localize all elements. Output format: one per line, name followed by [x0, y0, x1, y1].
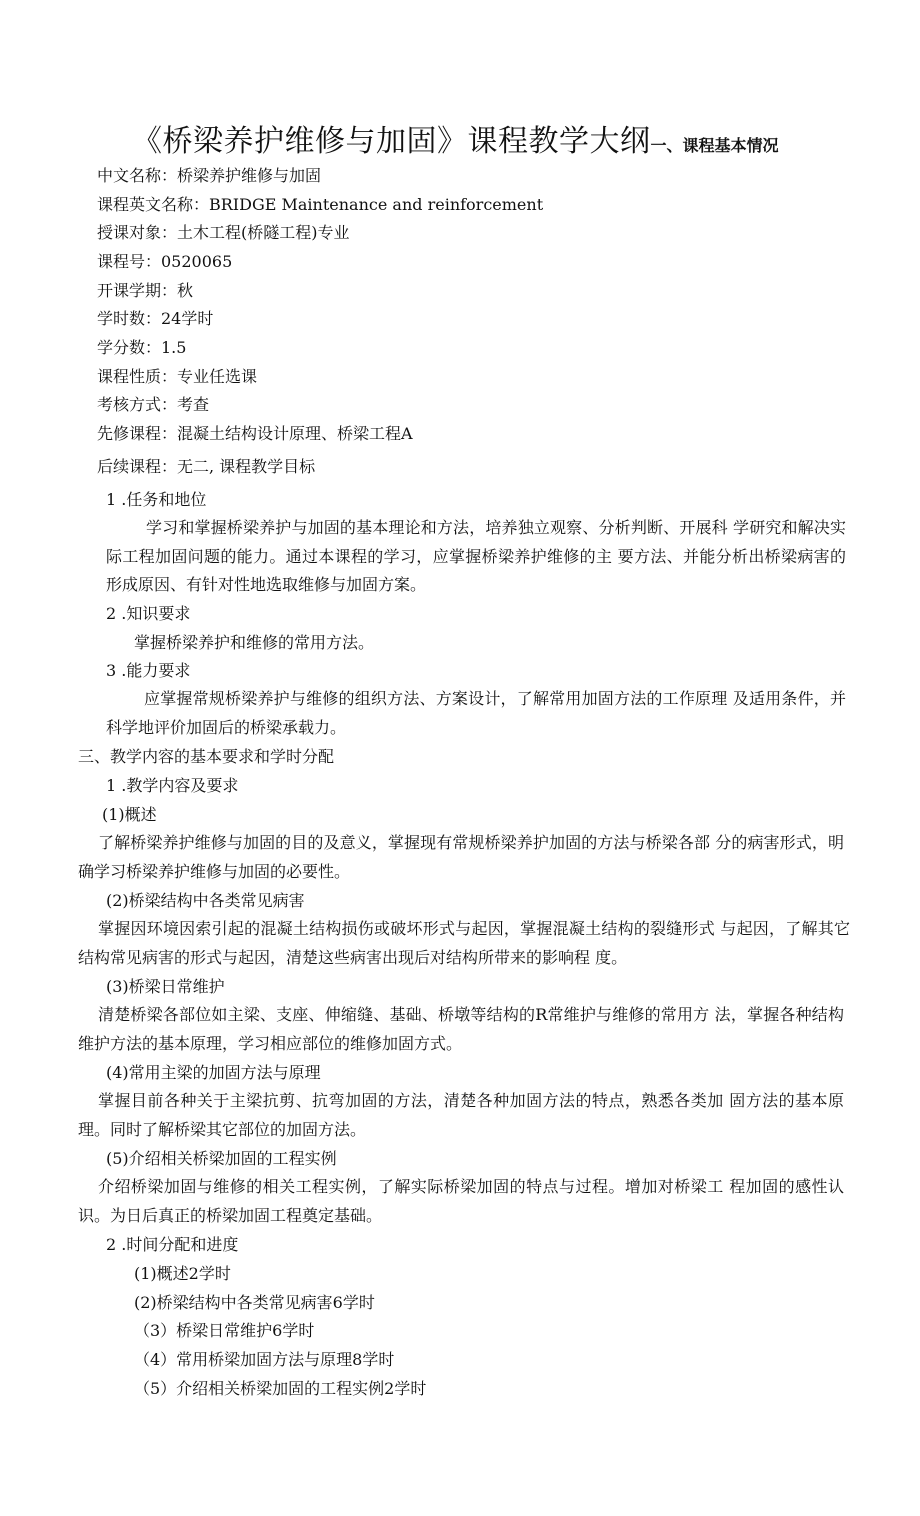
schedule-item-3: （3）桥梁日常维护6学时: [134, 1321, 315, 1340]
info-assessment: 考核方式：考查: [97, 395, 210, 414]
info-course-type: 课程性质：专业任选课: [97, 367, 258, 386]
content-1-heading: (1)概述: [102, 805, 157, 824]
info-prerequisites: 先修课程：混凝土结构设计原理、桥梁工程A: [97, 424, 413, 443]
content-3-heading: (3)桥梁日常维护: [106, 977, 225, 996]
content-1-text: 了解桥梁养护维修与加固的目的及意义，掌握现有常规桥梁养护加固的方法与桥梁各部 分的病害形式，明确学习桥梁养护维修与加固的必要性。: [78, 833, 844, 881]
page-title: [132, 116, 912, 160]
objective-2-heading: 2 .知识要求: [106, 604, 191, 623]
schedule-item-2: (2)桥梁结构中各类常见病害6学时: [134, 1293, 375, 1312]
info-course-number: 课程号：0520065: [97, 252, 233, 271]
objective-2-text: 掌握桥梁养护和维修的常用方法。: [134, 633, 375, 652]
schedule-item-5: （5）介绍相关桥梁加固的工程实例2学时: [134, 1379, 427, 1398]
info-chinese-name: 中文名称：桥梁养护维修与加固: [97, 166, 322, 185]
info-hours: 学时数：24学时: [97, 309, 214, 328]
content-3-text: 清楚桥梁各部位如主梁、支座、伸缩缝、基础、桥墩等结构的R常维护与维修的常用方 法，掌握各种结构维护方法的基本原理，学习相应部位的维修加固方式。: [78, 1005, 844, 1053]
schedule-item-1: (1)概述2学时: [134, 1264, 231, 1283]
content-4-heading: (4)常用主梁的加固方法与原理: [106, 1063, 321, 1082]
schedule-item-4: （4）常用桥梁加固方法与原理8学时: [134, 1350, 395, 1369]
section-3-sub1-heading: 1 .教学内容及要求: [106, 776, 239, 795]
info-audience: 授课对象：土木工程(桥隧工程)专业: [97, 223, 350, 242]
objective-3-heading: 3 .能力要求: [106, 661, 191, 680]
objective-1-heading: 1 .任务和地位: [106, 490, 207, 509]
info-followups: 后续课程：无二, 课程教学目标: [97, 457, 316, 476]
info-english-name: 课程英文名称：BRIDGE Maintenance and reinforcement: [97, 195, 544, 214]
objective-1-text: 学习和掌握桥梁养护与加固的基本理论和方法，培养独立观察、分析判断、开展科 学研究和解决实际工程加固问题的能力。通过本课程的学习，应掌握桥梁养护维修的主 要方法、并能分析出桥梁病害的形成原因、有针对性地选取维修与加固方案。: [106, 518, 846, 594]
objective-3-text: 应掌握常规桥梁养护与维修的组织方法、方案设计，了解常用加固方法的工作原理 及适用条件，并科学地评价加固后的桥梁承载力。: [106, 689, 846, 737]
content-2-heading: (2)桥梁结构中各类常见病害: [106, 891, 305, 910]
content-4-text: 掌握目前各种关于主梁抗剪、抗弯加固的方法，清楚各种加固方法的特点，熟悉各类加 固方法的基本原理。同时了解桥梁其它部位的加固方法。: [78, 1091, 844, 1139]
content-2-text: 掌握因环境因索引起的混凝土结构损伤或破坏形式与起因，掌握混凝土结构的裂缝形式 与起因，了解其它结构常见病害的形式与起因，清楚这些病害出现后对结构所带来的影响程 度。: [78, 919, 850, 967]
section-3-sub2-heading: 2 .时间分配和进度: [106, 1235, 239, 1254]
info-semester: 开课学期：秋: [97, 281, 194, 300]
section-heading-basic-info: 一、课程基本情况: [650, 136, 779, 155]
content-5-heading: (5)介绍相关桥梁加固的工程实例: [106, 1149, 337, 1168]
section-3-heading: 三、教学内容的基本要求和学时分配: [78, 747, 335, 766]
content-5-text: 介绍桥梁加固与维修的相关工程实例，了解实际桥梁加固的特点与过程。增加对桥梁工 程加固的感性认识。为日后真正的桥梁加固工程奠定基础。: [78, 1177, 844, 1225]
document-title: 《桥梁养护维修与加固》课程教学大纲: [132, 124, 651, 159]
info-credits: 学分数：1.5: [97, 338, 187, 357]
